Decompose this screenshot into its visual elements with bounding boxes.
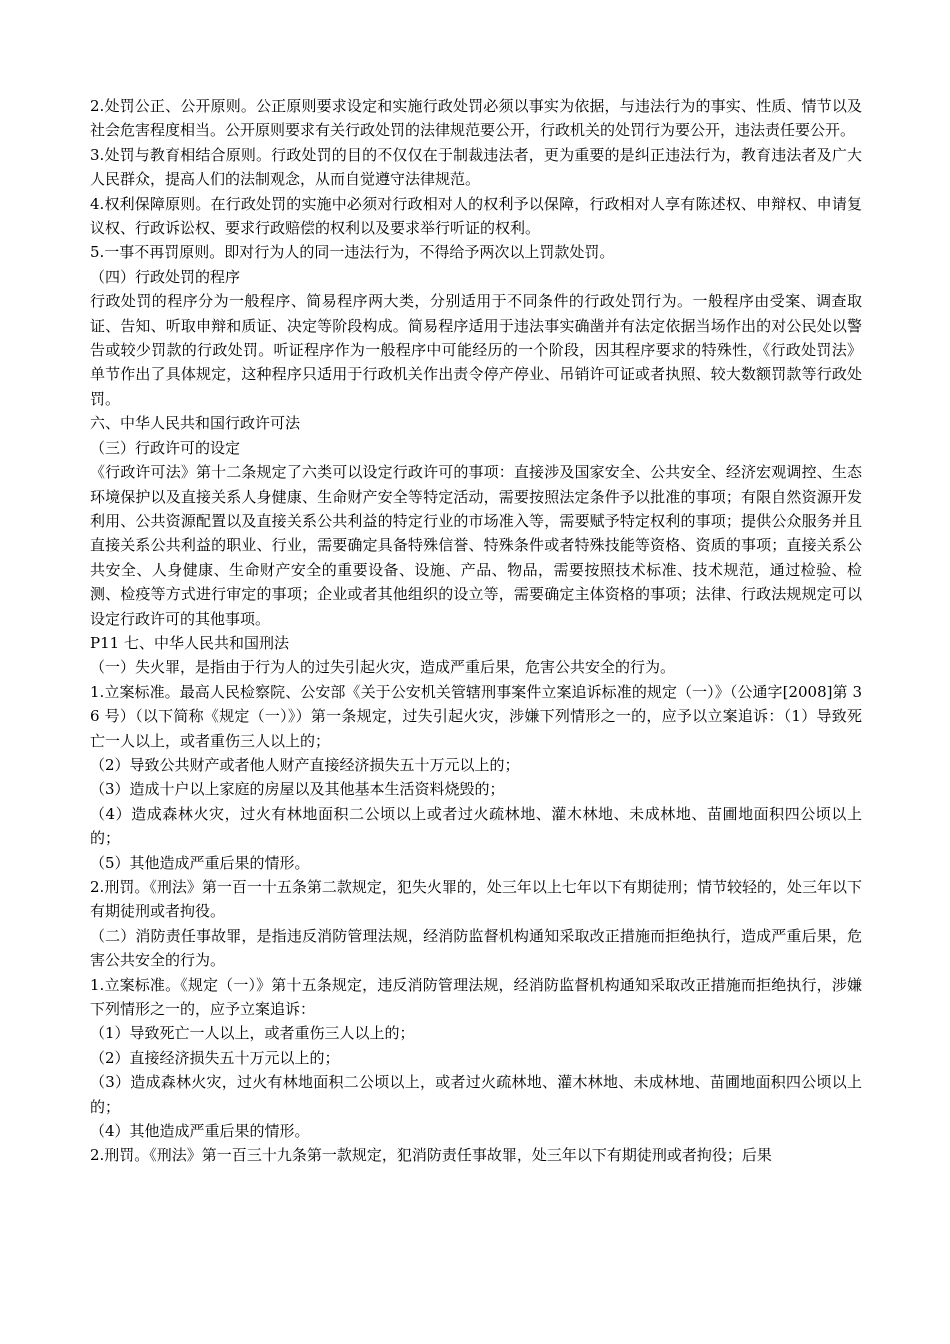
paragraph-6: 《行政许可法》第十二条规定了六类可以设定行政许可的事项：直接涉及国家安全、公共安全、经济宏观调控、生态环境保护以及直接关系人身健康、生命财产安全等特定活动，需要按照法定条件予以批准的事项；有限自然资源开发利用、公共资源配置以及直接关系公共利益的特定行业的市场准入等，需要赋予特定权利的事项；提供公众服务并且直接关系公共利益的职业、行业，需要确定具备特殊信誉、特殊条件或者特殊技能等资格、资质的事项；直接关系公共安全、人身健康、生命财产安全的重要设备、设施、产品、物品，需要按照技术标准、技术规范，通过检验、检测、检疫等方式进行审定的事项；企业或者其他组织的设立等，需要确定主体资格的事项；法律、行政法规规定可以设定行政许可的其他事项。 bbox=[90, 463, 862, 628]
list-item: （2）导致公共财产或者他人财产直接经济损失五十万元以上的； bbox=[90, 755, 520, 774]
list-item: （2）直接经济损失五十万元以上的； bbox=[90, 1048, 340, 1067]
section-heading-3: （三）行政许可的设定 bbox=[90, 438, 241, 457]
list-item: （4）造成森林火灾，过火有林地面积二公顷以上或者过火疏林地、灌木林地、未成林地、苗圃地面积四公顷以上的； bbox=[90, 804, 862, 848]
list-item: （5）其他造成严重后果的情形。 bbox=[90, 853, 310, 872]
paragraph-7: （一）失火罪，是指由于行为人的过失引起火灾，造成严重后果，危害公共安全的行为。 bbox=[90, 658, 676, 677]
paragraph-12: 2.刑罚。《刑法》第一百三十九条第一款规定，犯消防责任事故罪，处三年以下有期徒刑或者拘役；后果 bbox=[90, 1146, 772, 1165]
chapter-heading-7: P11 七、中华人民共和国刑法 bbox=[90, 633, 289, 652]
paragraph-5: 行政处罚的程序分为一般程序、简易程序两大类，分别适用于不同条件的行政处罚行为。一般程序由受案、调查取证、告知、听取申辩和质证、决定等阶段构成。简易程序适用于违法事实确凿并有法定依据当场作出的对公民处以警告或较少罚款的行政处罚。听证程序作为一般程序中可能经历的一个阶段，因其程序要求的特殊性，《行政处罚法》单节作出了具体规定，这种程序只适用于行政机关作出责令停产停业、吊销许可证或者执照、较大数额罚款等行政处罚。 bbox=[90, 292, 862, 408]
list-item: （1）导致死亡一人以上，或者重伤三人以上的； bbox=[90, 1024, 415, 1043]
paragraph-11: 1.立案标准。《规定（一）》第十五条规定，违反消防管理法规，经消防监督机构通知采取改正措施而拒绝执行，涉嫌下列情形之一的，应予立案追诉： bbox=[90, 975, 862, 1019]
paragraph-9: 2.刑罚。《刑法》第一百一十五条第二款规定，犯失火罪的，处三年以上七年以下有期徒刑；情节较轻的，处三年以下有期徒刑或者拘役。 bbox=[90, 878, 862, 921]
document-page bbox=[90, 94, 862, 1168]
paragraph-8: 1.立案标准。最高人民检察院、公安部《关于公安机关管辖刑事案件立案追诉标准的规定（一）》（公通字[2008]第 36 号）（以下简称《规定（一）》）第一条规定，过失引起火灾，涉嫌下列情形之一的，应予以立案追诉：（1）导致死亡一人以上，或者重伤三人以上的； bbox=[90, 682, 862, 750]
chapter-heading-6: 六、中华人民共和国行政许可法 bbox=[90, 414, 301, 433]
paragraph-10: （二）消防责任事故罪，是指违反消防管理法规，经消防监督机构通知采取改正措施而拒绝执行，造成严重后果，危害公共安全的行为。 bbox=[90, 926, 862, 970]
section-heading-4: （四）行政处罚的程序 bbox=[90, 267, 241, 286]
list-item: （3）造成十户以上家庭的房屋以及其他基本生活资料烧毁的； bbox=[90, 780, 505, 799]
paragraph-3: 4.权利保障原则。在行政处罚的实施中必须对行政相对人的权利予以保障，行政相对人享有陈述权、申辩权、申请复议权、行政诉讼权、要求行政赔偿的权利以及要求举行听证的权利。 bbox=[90, 194, 862, 238]
paragraph-2: 3.处罚与教育相结合原则。行政处罚的目的不仅仅在于制裁违法者，更为重要的是纠正违法行为，教育违法者及广大人民群众，提高人们的法制观念，从而自觉遵守法律规范。 bbox=[90, 145, 862, 189]
list-item: （4）其他造成严重后果的情形。 bbox=[90, 1122, 310, 1141]
paragraph-1: 2.处罚公正、公开原则。公正原则要求设定和实施行政处罚必须以事实为依据，与违法行为的事实、性质、情节以及社会危害程度相当。公开原则要求有关行政处罚的法律规范要公开，行政机关的处罚行为要公开，违法责任要公开。 bbox=[90, 97, 862, 140]
list-item: （3）造成森林火灾，过火有林地面积二公顷以上，或者过火疏林地、灌木林地、未成林地、苗圃地面积四公顷以上的； bbox=[90, 1073, 862, 1116]
paragraph-4: 5.一事不再罚原则。即对行为人的同一违法行为，不得给予两次以上罚款处罚。 bbox=[90, 243, 615, 262]
